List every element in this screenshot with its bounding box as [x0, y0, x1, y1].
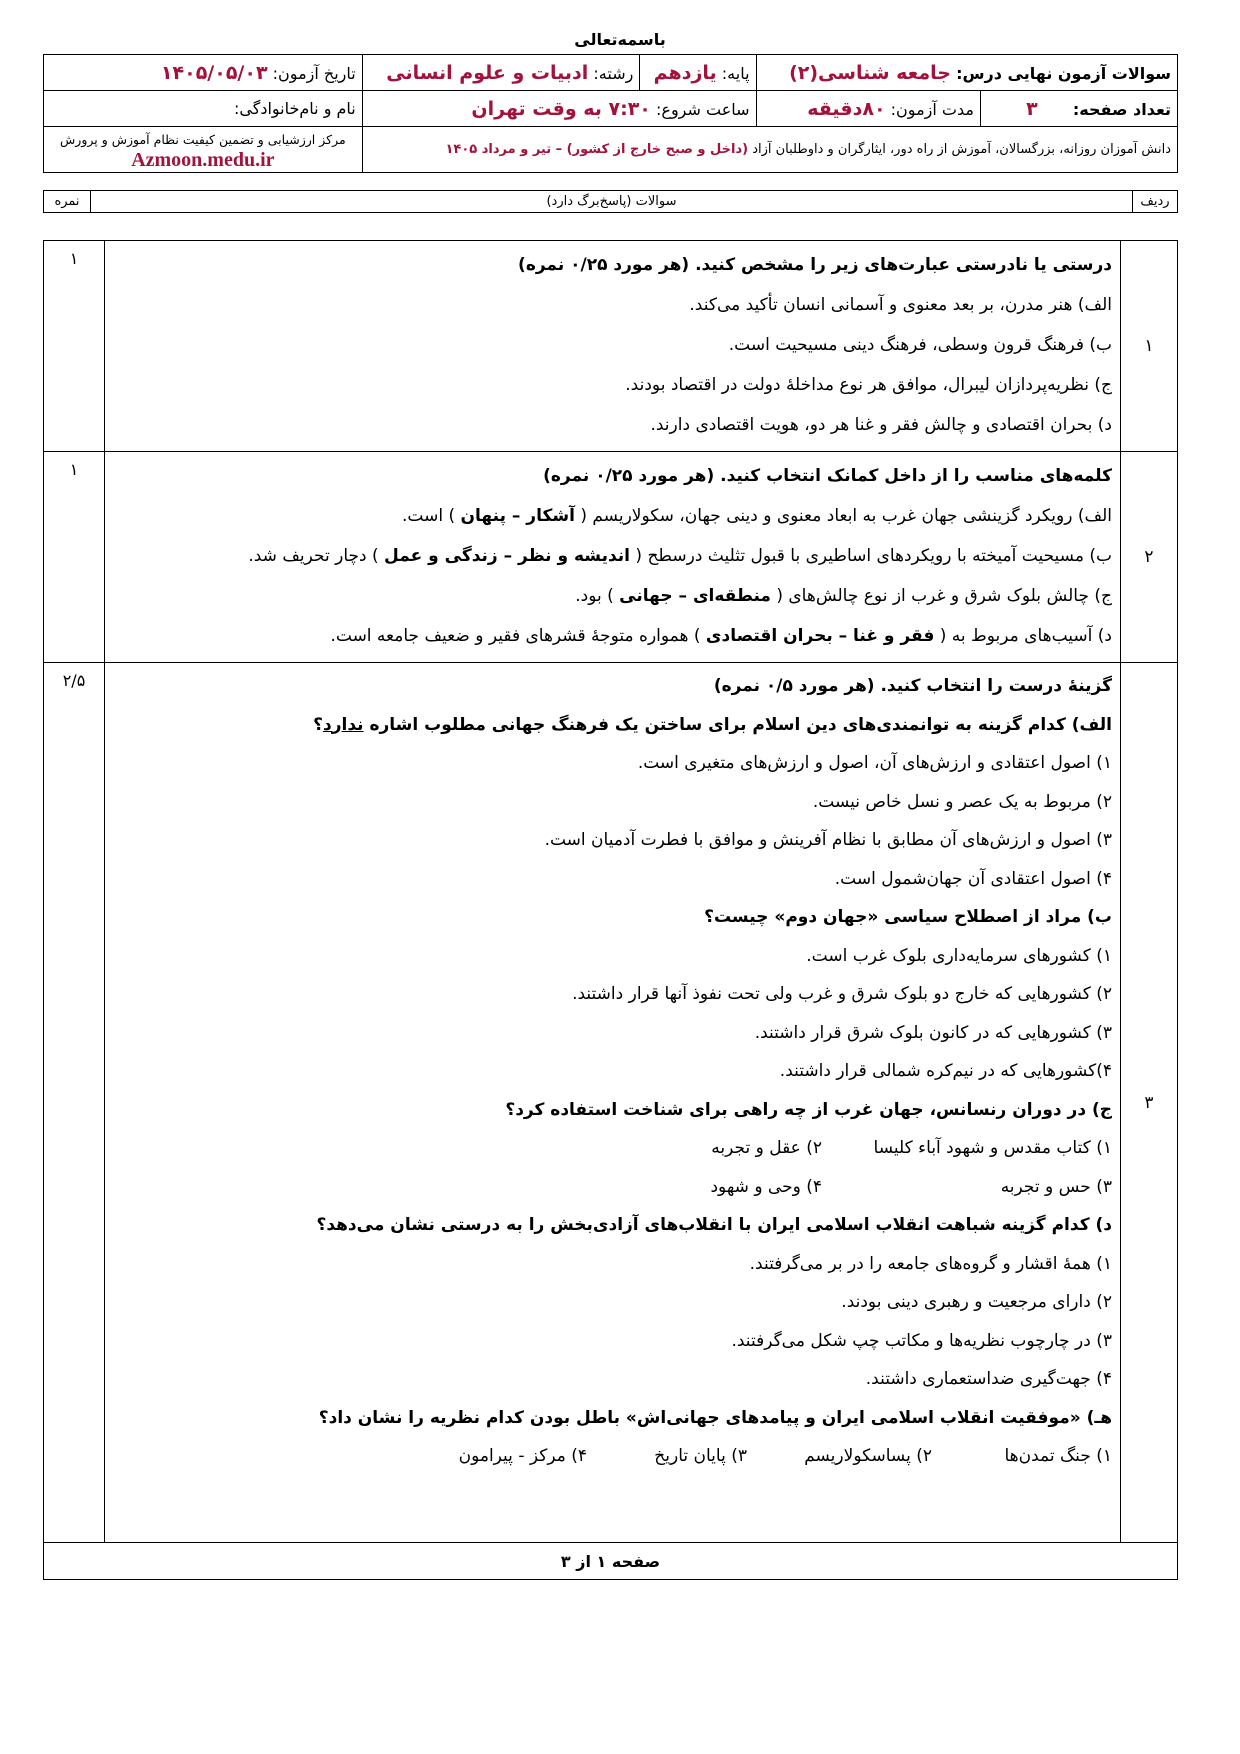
item-text: ج) چالش بلوک شرق و غرب از نوع چالش‌های ( — [770, 586, 1112, 606]
list-item: د) بحران اقتصادی و چالش فقر و غنا هر دو، هویت اقتصادی دارند. — [650, 415, 1112, 435]
exam-title-cell — [756, 55, 1177, 91]
list-item: الف) هنر مدرن، بر بعد معنوی و آسمانی انسان تأکید می‌کند. — [689, 295, 1112, 315]
option: ۳) حس و تجربه — [1000, 1176, 1112, 1197]
options-row — [111, 1129, 1112, 1168]
item-text: ) است. — [402, 506, 461, 526]
duration-label: مدت آزمون: — [890, 99, 974, 119]
question-row — [44, 663, 1178, 1543]
option: ۱) جنگ تمدن‌ها — [1004, 1446, 1112, 1466]
question-number: ۲ — [1121, 452, 1178, 663]
footer-row — [44, 1543, 1178, 1580]
duration-value: ۸۰دقیقه — [807, 97, 886, 120]
option: ۱) کتاب مقدس و شهود آباء کلیسا — [873, 1138, 1112, 1158]
option: ۲) کشورهایی که خارج دو بلوک شرق و غرب ولی تحت نفوذ آنها قرار داشتند. — [572, 984, 1112, 1004]
exam-title-label: سوالات آزمون نهایی درس: — [956, 63, 1171, 83]
option: ۲) مربوط به یک عصر و نسل خاص نیست. — [812, 791, 1112, 812]
start-cell — [362, 91, 756, 127]
question-content — [105, 452, 1121, 663]
sub-question: هـ) «موفقیت انقلاب اسلامی ایران و پیامدهای جهانی‌اش» باطل بودن کدام نظریه را نشان داد؟ — [318, 1407, 1112, 1428]
option: ۴)کشورهایی که در نیم‌کره شمالی قرار داشتند. — [779, 1061, 1112, 1081]
questions-header: سوالات (پاسخ‌برگ دارد) — [91, 191, 1133, 213]
option: ۳) کشورهایی که در کانون بلوک شرق قرار داشتند. — [754, 1022, 1112, 1043]
field-value: ادبیات و علوم انسانی — [386, 61, 589, 84]
pages-value: ۳ — [1026, 97, 1038, 120]
sub-question: د) کدام گزینه شباهت انقلاب اسلامی ایران با انقلاب‌های آزادی‌بخش را به درستی نشان می‌دهد؟ — [316, 1215, 1112, 1235]
score-header: نمره — [44, 191, 91, 213]
name-cell — [44, 91, 363, 127]
question-number: ۱ — [1121, 241, 1178, 452]
course-name: جامعه شناسی(۲) — [789, 61, 951, 84]
item-text: ) دچار تحریف شد. — [248, 546, 385, 566]
row-header: ردیف — [1133, 191, 1178, 213]
option: ۴) وحی و شهود — [710, 1176, 822, 1197]
option: ۱) کشورهای سرمایه‌داری بلوک غرب است. — [806, 945, 1112, 966]
question-title: کلمه‌های مناسب را از داخل کمانک انتخاب کنید. (هر مورد ۰/۲۵ نمره) — [543, 466, 1112, 486]
grade-label: پایه: — [721, 63, 750, 83]
option: ۴) جهت‌گیری ضداستعماری داشتند. — [865, 1369, 1112, 1389]
option: ۳) در چارچوب نظریه‌ها و مکاتب چپ شکل می‌گرفتند. — [731, 1330, 1112, 1351]
option: ۲) عقل و تجربه — [711, 1138, 822, 1158]
page-number: صفحه ۱ از ۳ — [44, 1543, 1178, 1580]
item-choices: آشکار – پنهان — [460, 506, 575, 526]
center-name: مرکز ارزشیابی و تضمین کیفیت نظام آموزش و پرورش — [60, 131, 346, 147]
exam-header — [43, 54, 1178, 173]
item-text: ب) مسیحیت آمیخته با رویکردهای اساطیری با قبول تثلیث درسطح ( — [630, 546, 1112, 566]
page-heading: باسمه‌تعالی — [574, 30, 666, 49]
option: ۲) پساسکولاریسم — [804, 1446, 932, 1466]
start-label: ساعت شروع: — [656, 99, 750, 119]
date-value: ۱۴۰۵/۰۵/۰۳ — [160, 61, 268, 84]
list-item: ب) فرهنگ قرون وسطی، فرهنگ دینی مسیحیت است. — [728, 335, 1112, 355]
student-name-label: نام و نام‌خانوادگی: — [233, 99, 356, 118]
question-score: ۱ — [44, 241, 105, 452]
grade-value: یازدهم — [653, 61, 717, 84]
item-choices: منطقه‌ای – جهانی — [619, 586, 771, 606]
question-title: درستی یا نادرستی عبارت‌های زیر را مشخص کنید. (هر مورد ۰/۲۵ نمره) — [518, 255, 1112, 275]
option: ۲) دارای مرجعیت و رهبری دینی بودند. — [841, 1292, 1112, 1312]
date-cell — [44, 55, 363, 91]
option: ۳) پایان تاریخ — [654, 1446, 747, 1466]
website-link[interactable]: Azmoon.medu.ir — [131, 148, 275, 171]
sub-question — [111, 706, 1112, 745]
list-item: ج) نظریه‌پردازان لیبرال، موافق هر نوع مداخلهٔ دولت در اقتصاد بودند. — [625, 375, 1112, 395]
option: ۳) اصول و ارزش‌های آن مطابق با نظام آفرینش و موافق با فطرت آدمیان است. — [544, 830, 1112, 850]
question-title: گزینهٔ درست را انتخاب کنید. (هر مورد ۰/۵ نمره) — [713, 676, 1112, 696]
item-text: ) بود. — [575, 586, 620, 606]
list-item — [111, 536, 1112, 576]
option: ۱) اصول اعتقادی و ارزش‌های آن، اصول و ارزش‌های متغیری است. — [637, 753, 1112, 773]
column-header — [43, 190, 1178, 213]
pages-label: تعداد صفحه: — [1072, 99, 1171, 119]
participants-cell — [362, 127, 1177, 173]
sub-question-text: الف) کدام گزینه به توانمندی‌های دین اسلام برای ساختن یک فرهنگ جهانی مطلوب اشاره — [363, 714, 1112, 735]
session-text: (داخل و صبح خارج از کشور) – تیر و مرداد ۱۴۰۵ — [445, 142, 749, 157]
options-row — [111, 1168, 1112, 1207]
list-item — [111, 496, 1112, 536]
question-row — [44, 241, 1178, 452]
item-choices: فقر و غنا – بحران اقتصادی — [705, 626, 935, 646]
sub-question-text: ؟ — [313, 714, 323, 735]
field-label: رشته: — [593, 63, 634, 83]
duration-cell — [756, 91, 980, 127]
sub-question: ج) در دوران رنسانس، جهان غرب از چه راهی برای شناخت استفاده کرد؟ — [505, 1099, 1112, 1120]
question-number: ۳ — [1121, 663, 1178, 1543]
item-text: د) آسیب‌های مربوط به ( — [934, 626, 1112, 646]
pages-cell — [980, 91, 1177, 127]
question-content — [105, 241, 1121, 452]
question-score: ۲/۵ — [44, 663, 105, 1543]
field-cell — [362, 55, 640, 91]
item-text: ) همواره متوجهٔ قشرهای فقیر و ضعیف جامعه است. — [330, 626, 706, 646]
list-item — [111, 576, 1112, 616]
grade-cell — [640, 55, 756, 91]
option: ۴) اصول اعتقادی آن جهان‌شمول است. — [834, 868, 1112, 889]
question-score: ۱ — [44, 452, 105, 663]
sub-question: ب) مراد از اصطلاح سیاسی «جهان دوم» چیست؟ — [704, 907, 1112, 927]
participants-text: دانش آموزان روزانه، بزرگسالان، آموزش از راه دور، ایثارگران و داوطلبان آزاد — [752, 142, 1171, 157]
item-choices: اندیشه و نظر – زندگی و عمل — [384, 546, 630, 566]
questions-table — [43, 240, 1178, 1580]
option: ۴) مرکز - پیرامون — [458, 1446, 587, 1466]
start-value: ۷:۳۰ به وقت تهران — [471, 97, 651, 120]
center-cell — [44, 127, 363, 173]
option: ۱) همهٔ اقشار و گروه‌های جامعه را در بر می‌گرفتند. — [749, 1253, 1112, 1274]
question-row — [44, 452, 1178, 663]
list-item — [111, 616, 1112, 656]
question-content — [105, 663, 1121, 1543]
item-text: الف) رویکرد گزینشی جهان غرب به ابعاد معنوی و دینی جهان، سکولاریسم ( — [574, 506, 1112, 526]
options-row — [111, 1437, 1112, 1476]
sub-question-emphasis: ندارد — [322, 714, 364, 735]
date-label: تاریخ آزمون: — [272, 63, 356, 83]
